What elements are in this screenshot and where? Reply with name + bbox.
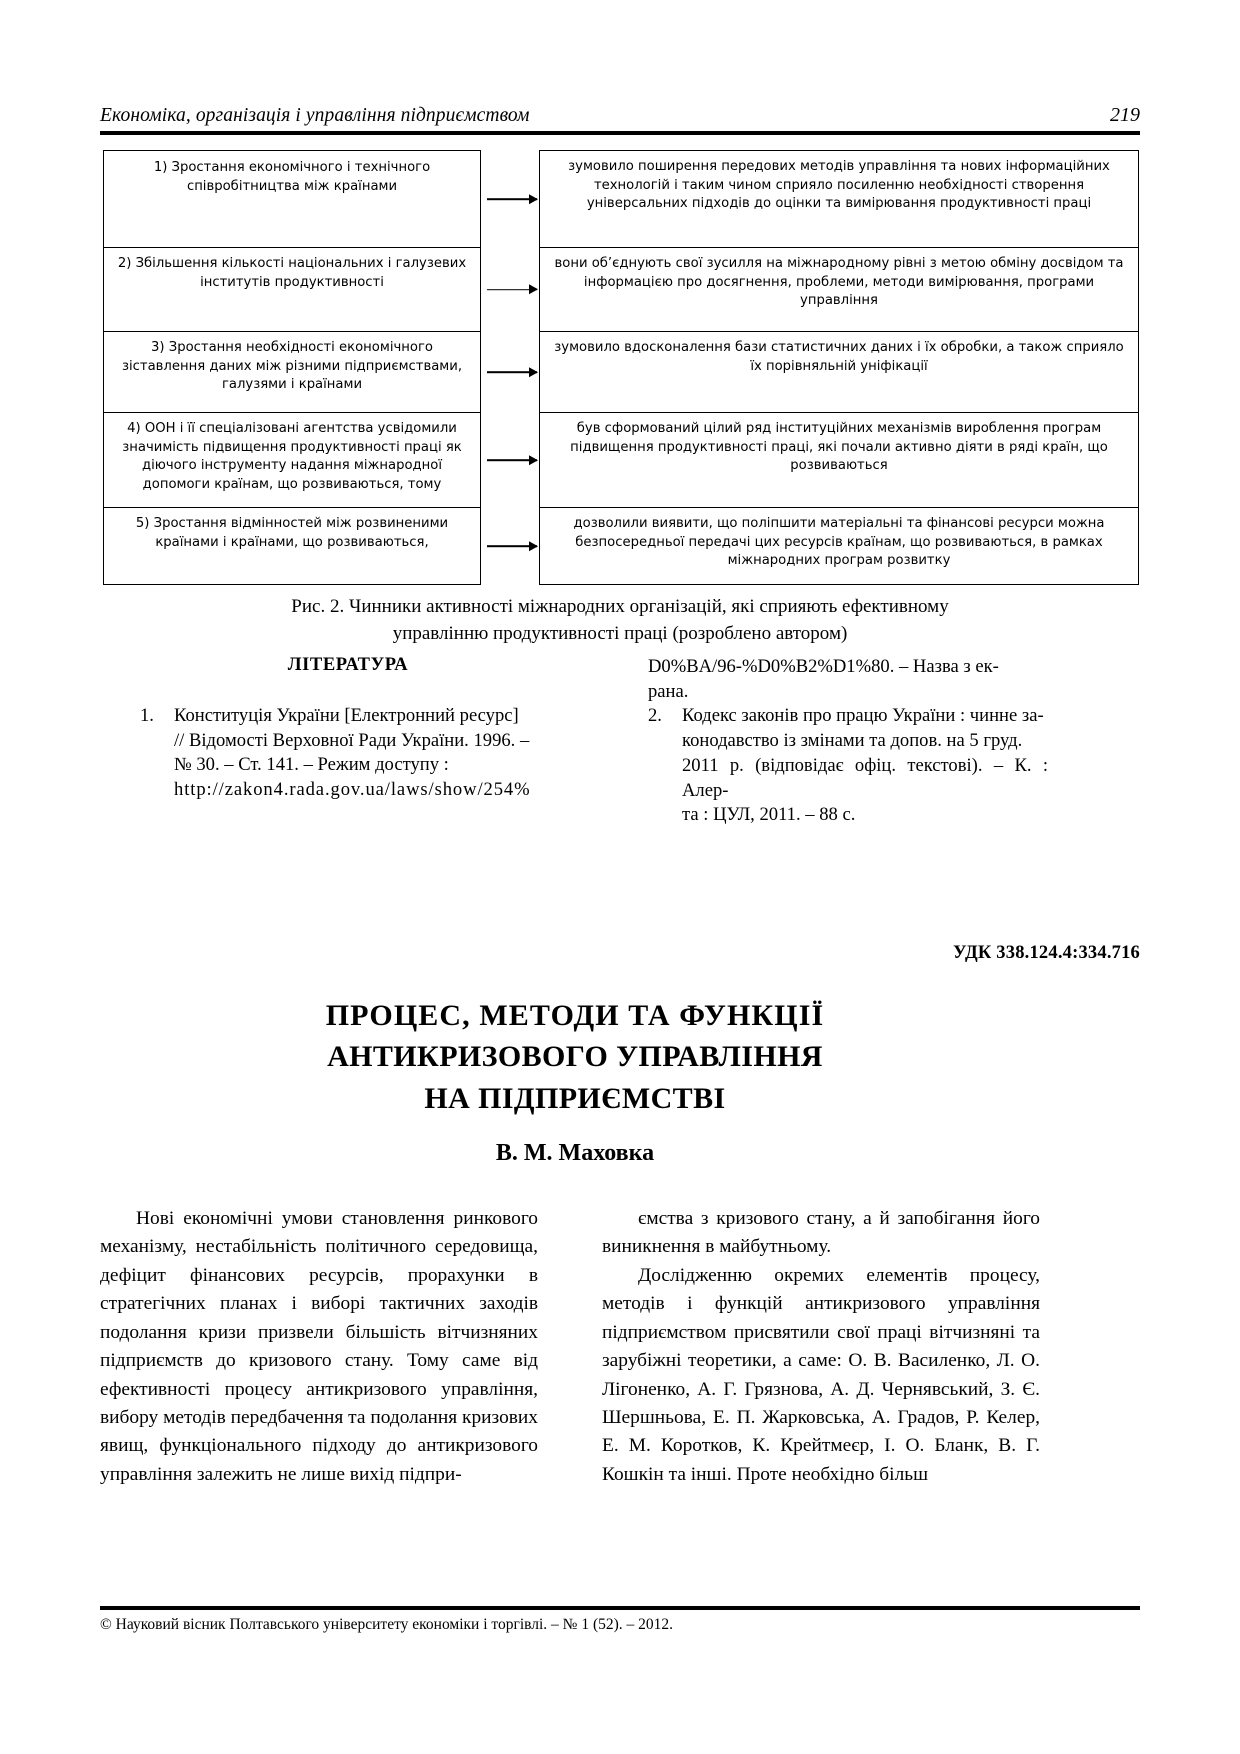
diagram-row <box>103 247 1139 332</box>
footer-divider <box>100 1606 1140 1610</box>
diagram-box-right <box>539 247 1139 332</box>
diagram-box-right <box>539 150 1139 248</box>
footer-copyright: © Науковий вісник Полтавського університету економіки і торгівлі. – № 1 (52). – 2012. <box>100 1616 674 1633</box>
article-body-left-column <box>100 1205 538 1489</box>
article-title-line-3: НА ПІДПРИЄМСТВІ <box>424 1081 726 1115</box>
body-paragraph: ємства з кризового стану, а й запобігання його виникнення в майбутньому. <box>602 1208 1040 1258</box>
reference-line: Конституція України [Електронний ресурс] <box>174 705 519 726</box>
article-title-line-1: ПРОЦЕС, МЕТОДИ ТА ФУНКЦІЇ <box>325 999 825 1032</box>
references-column-right <box>648 655 1048 830</box>
diagram-right-text: був сформований цілий ряд інституційних механізмів вироблення програм підвищення продуктивності праці, які почали активно діяти в ряді країн, що розвиваються <box>570 421 1108 474</box>
figure-caption <box>150 594 1090 648</box>
diagram-right-text: зумовило поширення передових методів управління та нових інформаційних технологій і таким чином сприяло посиленню необхідності створення універсальних підходів до оцінки та вимірювання продуктивності праці <box>568 159 1110 212</box>
reference-url[interactable]: http://zakon4.rada.gov.ua/laws/show/254% <box>174 779 531 801</box>
diagram-box-right <box>539 507 1139 585</box>
diagram-connector <box>481 247 539 332</box>
header-divider <box>100 131 1140 135</box>
diagram-left-text: 1) Зростання економічного і технічного співробітництва між країнами <box>153 160 431 194</box>
diagram-right-text: дозволили виявити, що поліпшити матеріальні та фінансові ресурси можна безпосередньої передачі цих ресурсів країнам, що розвиваються, в рамках міжнародних програм розвитку <box>573 516 1105 569</box>
reference-line: 2011 р. (відповідає офіц. текстові). – К. : Алер- <box>682 754 1048 801</box>
diagram-row <box>103 507 1139 585</box>
diagram-connector <box>481 150 539 248</box>
reference-number: 1. <box>140 705 154 726</box>
diagram-box-left <box>103 331 481 413</box>
literature-heading: ЛІТЕРАТУРА <box>287 655 409 675</box>
diagram-left-text: 2) Збільшення кількості національних і галузевих інститутів продуктивності <box>117 256 467 290</box>
figure-caption-line-2: управлінню продуктивності праці (розроблено автором) <box>392 622 848 644</box>
arrow-right-icon <box>487 198 537 200</box>
article-author: В. М. Маховка <box>495 1140 655 1166</box>
reference-line: рана. <box>648 680 689 702</box>
reference-line: конодавство із змінами та допов. на 5 груд. <box>682 730 1023 752</box>
reference-line: № 30. – Ст. 141. – Режим доступу : <box>174 754 449 776</box>
article-body-right-column <box>602 1205 1040 1489</box>
diagram-box-left <box>103 507 481 585</box>
diagram-box-left <box>103 247 481 332</box>
running-head-title: Економіка, організація і управління підприємством <box>100 105 530 126</box>
arrow-right-icon <box>487 459 537 461</box>
diagram-connector <box>481 331 539 413</box>
diagram-row <box>103 412 1139 508</box>
diagram-left-text: 4) ООН і її спеціалізовані агентства усвідомили значимість підвищення продуктивності праці як діючого інструменту надання міжнародної допомоги країнам, що розвиваються, тому <box>122 421 462 493</box>
reference-continuation <box>648 655 1048 704</box>
diagram-box-right <box>539 331 1139 413</box>
reference-item <box>140 704 540 803</box>
diagram-row <box>103 150 1139 248</box>
reference-line: та : ЦУЛ, 2011. – 88 с. <box>682 804 856 826</box>
body-paragraph: Дослідженню окремих елементів процесу, методів і функцій антикризового управління підприємством присвятили свої праці вітчизняні та зарубіжні теоретики, а саме: О. В. Василенко, Л. О. Лігоненко, А. Г. Грязнова, А. Д. Чернявський, З. Є. Шершньова, Е. П. Жарковська, А. Градов, Р. Келер, Е. М. Коротков, К. Крейтмеєр, І. О. Бланк, В. Г. Кошкін та інші. Проте необхідно більш <box>602 1264 1040 1485</box>
reference-number: 2. <box>648 705 662 727</box>
diagram-box-left <box>103 412 481 508</box>
reference-line: Кодекс законів про працю України : чинне за- <box>682 705 1044 727</box>
diagram-left-text: 5) Зростання відмінностей між розвиненими країнами і країнами, що розвиваються, <box>135 516 449 550</box>
diagram-connector <box>481 412 539 508</box>
page-number: 219 <box>1110 104 1140 126</box>
diagram-right-text: зумовило вдосконалення бази статистичних даних і їх обробки, а також сприяло їх порівняльній уніфікації <box>554 340 1124 374</box>
article-title <box>255 995 895 1119</box>
body-paragraph: Нові економічні умови становлення ринкового механізму, нестабільність політичного середовища, дефіцит фінансових ресурсів, прорахунки в стратегічних планах і виборі тактичних заходів подолання кризи призвели більшість вітчизняних підприємств до кризового стану. Тому саме від ефективності процесу антикризового управління, вибору методів передбачення та подолання кризових явищ, функціонального підходу до антикризового управління залежить не лише вихід підпри- <box>100 1208 538 1485</box>
udc-code: УДК 338.124.4:334.716 <box>953 943 1140 963</box>
references-column-left <box>140 704 540 805</box>
diagram-right-text: вони об’єднують свої зусилля на міжнародному рівні з метою обміну досвідом та інформацією про досягнення, проблеми, методи вимірювання, програми управління <box>554 256 1124 309</box>
figure-diagram <box>103 150 1139 584</box>
diagram-box-right <box>539 412 1139 508</box>
arrow-right-icon <box>487 371 537 373</box>
arrow-right-icon <box>487 545 537 547</box>
running-head <box>100 104 1140 127</box>
reference-item <box>648 704 1048 828</box>
diagram-connector <box>481 507 539 585</box>
figure-caption-line-1: Рис. 2. Чинники активності міжнародних організацій, які сприяють ефективному <box>291 596 949 617</box>
diagram-box-left <box>103 150 481 248</box>
reference-line: // Відомості Верховної Ради України. 1996. – <box>174 729 530 751</box>
diagram-row <box>103 331 1139 413</box>
reference-line: D0%BA/96-%D0%B2%D1%80. – Назва з ек- <box>648 656 999 677</box>
arrow-right-icon <box>487 289 537 291</box>
diagram-left-text: 3) Зростання необхідності економічного зіставлення даних між різними підприємствами, галузями і країнами <box>121 340 463 393</box>
article-title-line-2: АНТИКРИЗОВОГО УПРАВЛІННЯ <box>327 1040 823 1074</box>
